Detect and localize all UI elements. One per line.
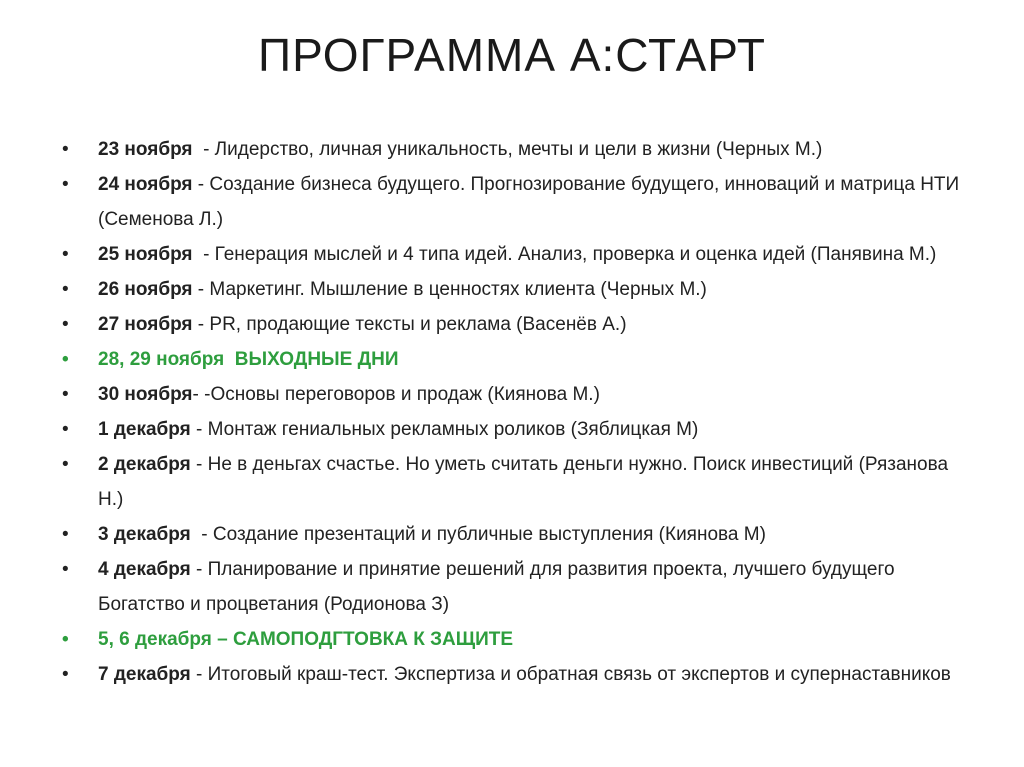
item-date: 24 ноября — [98, 174, 193, 195]
item-date: 25 ноября — [98, 244, 193, 265]
slide-title: ПРОГРАММА А:СТАРТ — [258, 29, 766, 81]
item-date: 30 ноября — [98, 384, 193, 405]
schedule-item-dec-1 — [62, 412, 962, 447]
bullet-icon: • — [62, 454, 69, 475]
item-text: - Создание бизнеса будущего. Прогнозирование будущего, инноваций и матрица НТИ (Семенова Л.) — [98, 174, 965, 230]
item-text: - Монтаж гениальных рекламных роликов (Зяблицкая М) — [190, 419, 699, 440]
schedule-item-nov-26 — [62, 272, 962, 307]
item-date: 5, 6 декабря – САМОПОДГТОВКА К ЗАЩИТЕ — [98, 629, 514, 650]
bullet-icon: • — [62, 559, 69, 580]
bullet-icon: • — [62, 279, 69, 300]
bullet-icon: • — [62, 524, 69, 545]
item-date: 23 ноября — [98, 139, 193, 160]
bullet-icon: • — [62, 629, 69, 650]
item-date: 4 декабря — [98, 559, 191, 580]
item-date: 28, 29 ноября ВЫХОДНЫЕ ДНИ — [98, 349, 399, 370]
item-date: 7 декабря — [98, 664, 191, 685]
item-date: 3 декабря — [98, 524, 191, 545]
bullet-icon: • — [62, 349, 69, 370]
item-text: - Планирование и принятие решений для развития проекта, лучшего будущего Богатство и процветания (Родионова З) — [98, 559, 900, 615]
item-text: - PR, продающие тексты и реклама (Васенёв А.) — [192, 314, 627, 335]
schedule-item-dec-4 — [62, 552, 962, 622]
schedule-item-dec-7 — [62, 657, 962, 692]
item-text: - Итоговый краш-тест. Экспертиза и обратная связь от экспертов и супернаставников — [190, 664, 951, 685]
item-date: 26 ноября — [98, 279, 193, 300]
schedule-item-nov-27 — [62, 307, 962, 342]
bullet-icon: • — [62, 314, 69, 335]
bullet-icon: • — [62, 664, 69, 685]
item-date: 2 декабря — [98, 454, 191, 475]
schedule-list — [62, 132, 965, 692]
bullet-icon: • — [62, 384, 69, 405]
item-date: 27 ноября — [98, 314, 193, 335]
bullet-icon: • — [62, 244, 69, 265]
bullet-icon: • — [62, 139, 69, 160]
schedule-item-dec-3 — [62, 517, 962, 552]
item-text: - -Основы переговоров и продаж (Киянова М.) — [192, 384, 600, 405]
schedule-item-nov-23 — [62, 132, 962, 167]
schedule-item-nov-25 — [62, 237, 962, 272]
item-text: - Генерация мыслей и 4 типа идей. Анализ, проверка и оценка идей (Панявина М.) — [192, 244, 937, 265]
schedule-item-weekend — [62, 342, 962, 377]
schedule-item-self-prep — [62, 622, 962, 657]
schedule-item-nov-24 — [62, 167, 965, 237]
item-text: - Лидерство, личная уникальность, мечты и цели в жизни (Черных М.) — [192, 139, 823, 160]
item-date: 1 декабря — [98, 419, 191, 440]
item-text: - Маркетинг. Мышление в ценностях клиента (Черных М.) — [192, 279, 707, 300]
schedule-item-nov-30 — [62, 377, 962, 412]
item-text: - Не в деньгах счастье. Но уметь считать деньги нужно. Поиск инвестиций (Рязанова Н.) — [98, 454, 954, 510]
schedule-item-dec-2 — [62, 447, 962, 517]
bullet-icon: • — [62, 419, 69, 440]
item-text: - Создание презентаций и публичные выступления (Киянова М) — [190, 524, 766, 545]
bullet-icon: • — [62, 174, 69, 195]
